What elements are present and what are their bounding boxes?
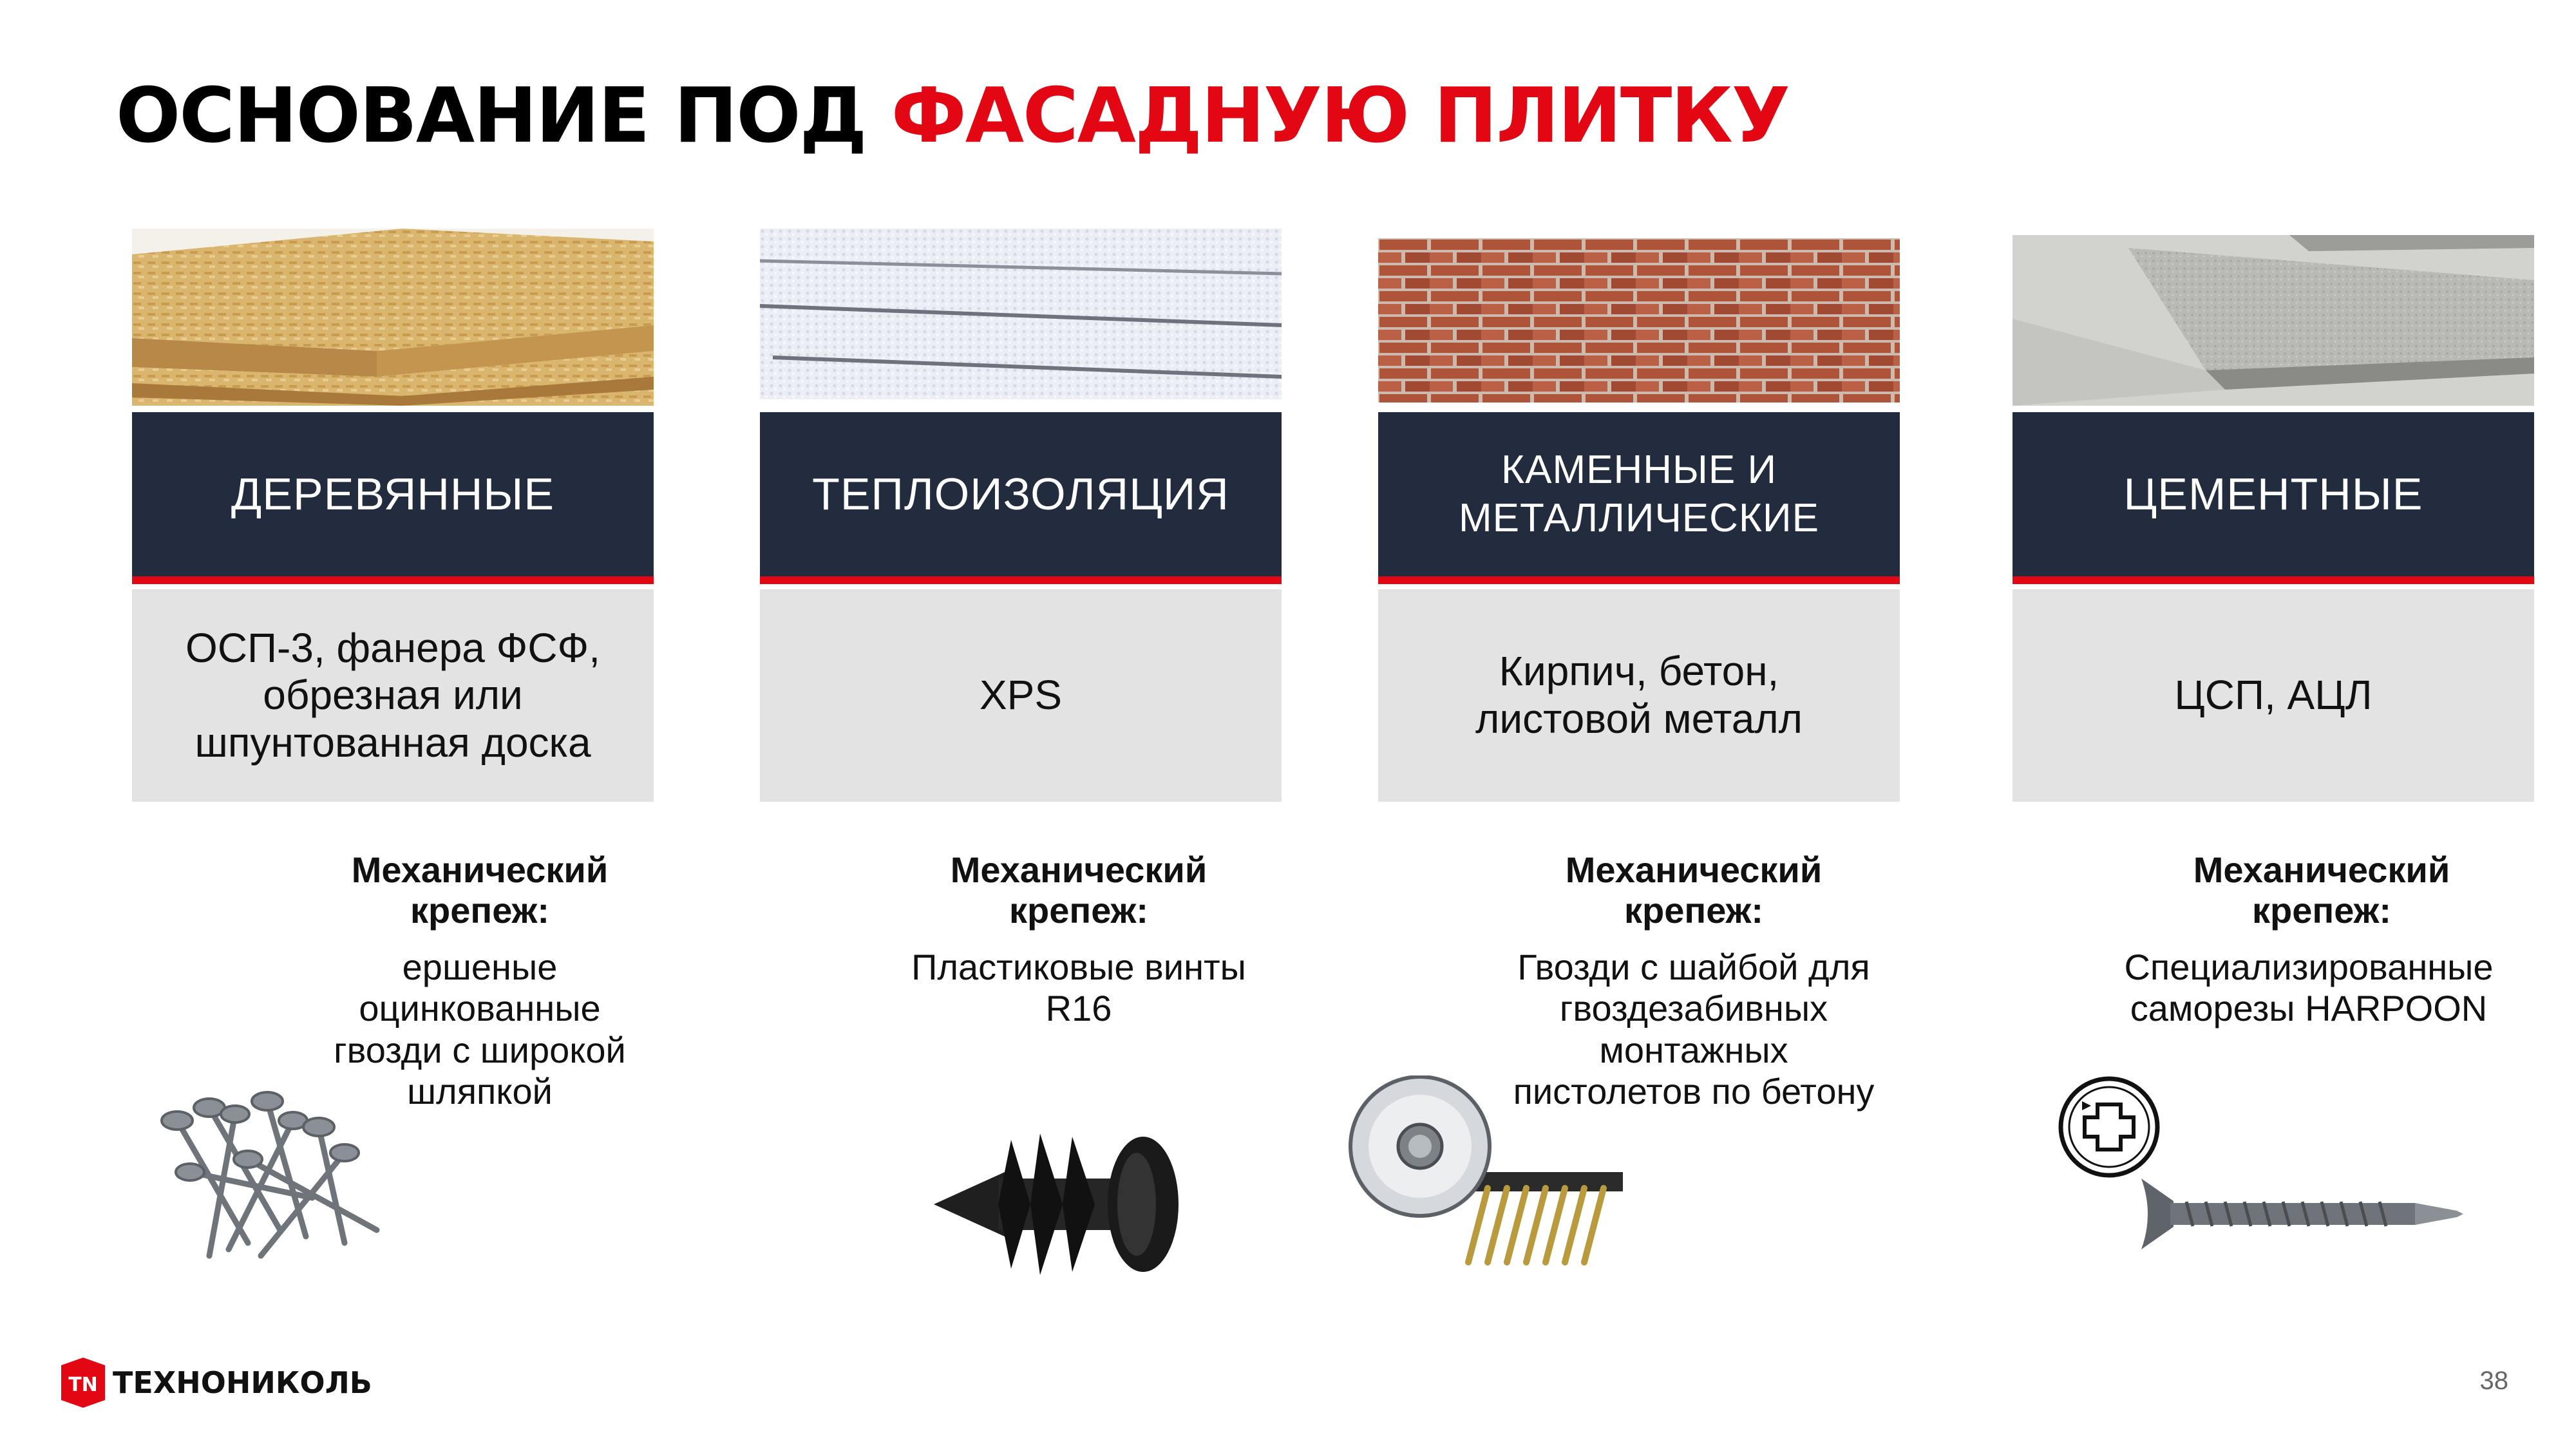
- logo-text: ТЕХНОНИКОЛЬ: [113, 1365, 372, 1400]
- material-description-text: ЦСП, АЦЛ: [2174, 672, 2372, 719]
- material-description: [760, 589, 1282, 802]
- red-divider: [1378, 576, 1900, 584]
- category-label: ЦЕМЕНТНЫЕ: [2012, 412, 2534, 576]
- fastener-heading-stone: Механический крепеж:: [1565, 849, 1823, 931]
- red-divider: [2012, 576, 2534, 584]
- red-divider: [760, 576, 1282, 584]
- category-label: ДЕРЕВЯННЫЕ: [132, 412, 654, 576]
- self-tapping-screw-icon: [2135, 1166, 2470, 1262]
- plastic-screw-icon: [927, 1127, 1198, 1282]
- osb-board-photo: [132, 229, 654, 406]
- logo-mark-icon: [61, 1358, 105, 1408]
- fastener-text-wood: ершеные оцинкованные гвозди с широкой шляпкой: [334, 947, 626, 1112]
- material-description: [132, 589, 654, 802]
- material-description: [1378, 589, 1900, 802]
- fastener-text-cement: Специализированные саморезы HARPOON: [2124, 947, 2494, 1029]
- page-number: 38: [2479, 1367, 2508, 1395]
- svg-text:TN: TN: [68, 1374, 98, 1396]
- xps-board-photo: [760, 229, 1282, 399]
- category-label-text: КАМЕННЫЕ И МЕТАЛЛИЧЕСКИЕ: [1459, 448, 1819, 540]
- brick-wall-photo: [1378, 238, 1900, 402]
- category-label: [1378, 412, 1900, 576]
- material-description-text: ОСП-3, фанера ФСФ, обрезная или шпунтованная доска: [185, 624, 600, 766]
- nails-icon: [151, 1082, 402, 1269]
- red-divider: [132, 576, 654, 584]
- material-description-text: Кирпич, бетон, листовой металл: [1475, 648, 1803, 742]
- company-logo: [61, 1358, 372, 1408]
- material-description-text: XPS: [979, 672, 1063, 719]
- cement-board-photo: [2012, 235, 2534, 406]
- fastener-text-stone: Гвозди с шайбой для гвоздезабивных монтажных пистолетов по бетону: [1513, 947, 1875, 1112]
- title-part-red: ФАСАДНУЮ ПЛИТКУ: [891, 71, 1789, 160]
- title-part-black: ОСНОВАНИЕ ПОД: [116, 71, 866, 160]
- category-label: ТЕПЛОИЗОЛЯЦИЯ: [760, 412, 1282, 576]
- fastener-heading-wood: Механический крепеж:: [351, 849, 609, 931]
- fastener-text-insulation: Пластиковые винты R16: [911, 947, 1246, 1029]
- fastener-heading-insulation: Механический крепеж:: [950, 849, 1208, 931]
- material-description: [2012, 589, 2534, 802]
- washer-nails-icon: [1346, 1075, 1636, 1269]
- fastener-heading-cement: Механический крепеж:: [2193, 849, 2450, 931]
